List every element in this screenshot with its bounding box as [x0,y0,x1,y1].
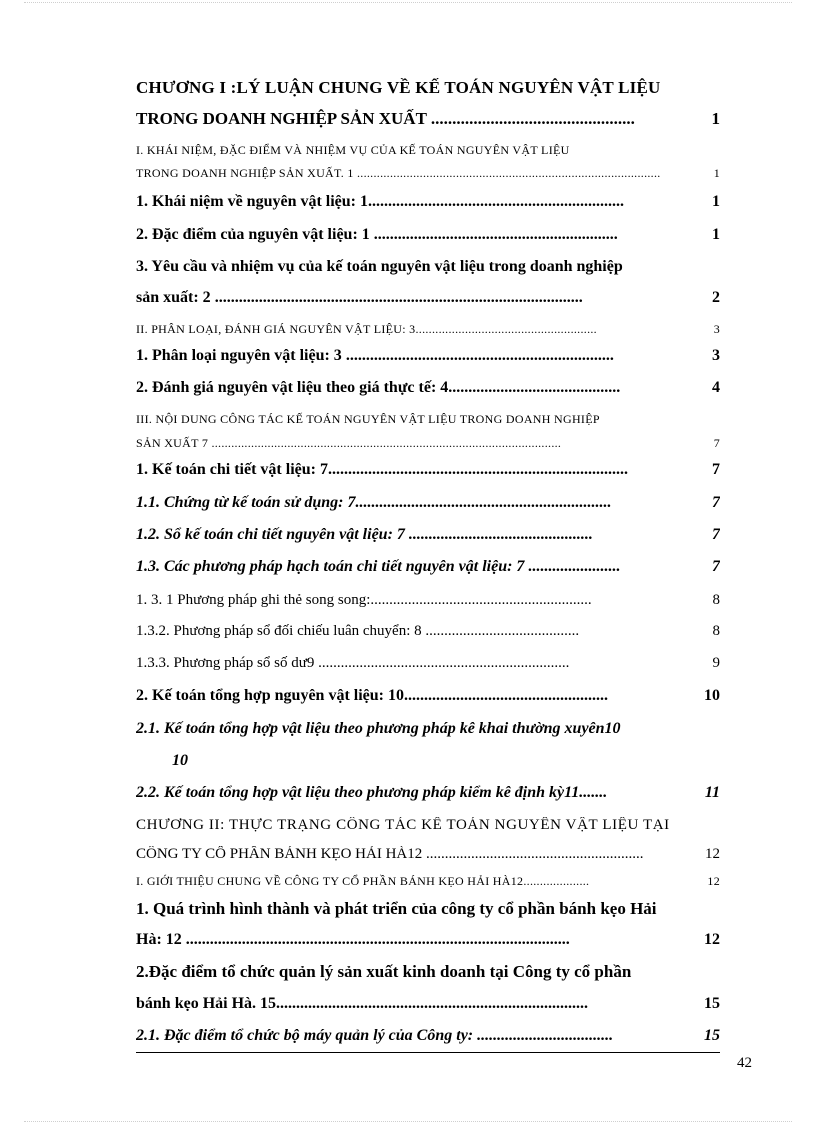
toc-item-2-2[interactable]: 2.2. Kế toán tổng hợp vật liệu theo phương pháp kiểm kê định kỳ11....... 11 [136,784,720,801]
toc-item-1-1[interactable]: 1.1. Chứng từ kế toán sử dụng: 7................................................................ 7 [136,494,720,511]
toc-page-number: 3 [713,322,720,336]
toc-page-number: 1 [712,193,720,210]
toc-item-1-3-2[interactable]: 1.3.2. Phương pháp sổ đối chiếu luân chuyển: 8 ......................................... 8 [136,623,720,639]
toc-chapter-2-item-2-line-1[interactable]: 2.Đặc điểm tổ chức quản lý sản xuất kinh doanh tại Công ty cổ phần [136,962,632,981]
toc-page-number: 12 [705,846,720,862]
toc-item-3-line-2[interactable]: sản xuất: 2 ............................................................................................ 2 [136,289,720,306]
toc-item-III-1[interactable]: 1. Kế toán chi tiết vật liệu: 7........................................................................... 7 [136,461,720,478]
page-top-edge [24,2,792,3]
toc-page-number: 7 [713,436,720,450]
toc-page-number: 15 [704,1027,720,1044]
toc-page-number: 1 [712,226,720,243]
toc-section-I-line-2[interactable]: TRONG DOANH NGHIỆP SẢN XUẤT. 1 ............................................................................................ 1 [136,166,720,180]
toc-page-number: 7 [712,526,720,543]
page-bottom-edge [24,1121,792,1122]
toc-section-I-line-1[interactable]: I. KHÁI NIỆM, ĐẶC ĐIỂM VÀ NHIỆM VỤ CỦA KẾ TOÁN NGUYÊN VẬT LIỆU [136,143,570,157]
toc-item-3-line-1[interactable]: 3. Yêu cầu và nhiệm vụ của kế toán nguyên vật liệu trong doanh nghiệp [136,258,623,275]
toc-page-number: 8 [712,592,720,608]
toc-item-2-1-line-1[interactable]: 2.1. Kế toán tổng hợp vật liệu theo phương pháp kê khai thường xuyên10 [136,720,621,737]
toc-item-II-1[interactable]: 1. Phân loại nguyên vật liệu: 3 ................................................................... 3 [136,347,720,364]
toc-page-number: 8 [712,623,720,639]
toc-page-number: 7 [712,494,720,511]
toc-chapter-2-item-1-line-1[interactable]: 1. Quá trình hình thành và phát triển của công ty cổ phần bánh kẹo Hải [136,899,657,918]
toc-page-number: 15 [704,995,720,1012]
toc-page-number: 7 [712,558,720,575]
toc-item-2-1-line-2[interactable]: 10 [172,752,188,769]
toc-item-1-2[interactable]: 1.2. Sổ kế toán chi tiết nguyên vật liệu: 7 .............................................. 7 [136,526,720,543]
toc-item-2[interactable]: 2. Đặc điểm của nguyên vật liệu: 1 ............................................................. 1 [136,226,720,243]
toc-item-III-2[interactable]: 2. Kế toán tổng hợp nguyên vật liệu: 10................................................... 10 [136,687,720,704]
toc-page-number: 12 [704,931,720,948]
toc-page-number: 3 [712,347,720,364]
toc-page-number: 10 [704,687,720,704]
toc-page-number: 12 [707,874,720,888]
toc-page-number: 7 [712,461,720,478]
toc-section-III-line-2[interactable]: SẢN XUẤT 7 .......................................................................................................... 7 [136,436,720,450]
toc-page-number: 4 [712,379,720,396]
toc-chapter-2-title-line-2[interactable]: CÔNG TY CỔ PHẦN BÁNH KẸO HẢI HÀ12 .......................................................... 12 [136,846,720,862]
toc-item-1-3[interactable]: 1.3. Các phương pháp hạch toán chi tiết nguyên vật liệu: 7 ....................... 7 [136,558,720,575]
toc-item-1[interactable]: 1. Khái niệm về nguyên vật liệu: 1................................................................ 1 [136,193,720,210]
toc-chapter-2-section-I[interactable]: I. GIỚI THIỆU CHUNG VỀ CÔNG TY CỔ PHẦN BÁNH KẸO HẢI HÀ12.................... 12 [136,874,720,888]
toc-chapter-1-title-line-2[interactable]: TRONG DOANH NGHIỆP SẢN XUẤT ................................................ 1 [136,109,720,128]
toc-item-1-3-3[interactable]: 1.3.3. Phương pháp sổ số dư9 ................................................................... 9 [136,655,720,671]
toc-chapter-2-title-line-1[interactable]: CHƯƠNG II: THỰC TRẠNG CÔNG TÁC KẾ TOÁN NGUYÊN VẬT LIỆU TẠI [136,817,670,833]
toc-chapter-2-item-1-line-2[interactable]: Hà: 12 ................................................................................................ 12 [136,931,720,948]
toc-chapter-1-title-line-1[interactable]: CHƯƠNG I :LÝ LUẬN CHUNG VỀ KẾ TOÁN NGUYÊN VẬT LIỆU [136,78,661,97]
toc-section-III-line-1[interactable]: III. NỘI DUNG CÔNG TÁC KẾ TOÁN NGUYÊN VẬT LIỆU TRONG DOANH NGHIỆP [136,412,600,426]
toc-page-number: 2 [712,289,720,306]
toc-page-number: 1 [713,166,720,180]
toc-page-number: 11 [704,784,720,801]
toc-chapter-2-item-2-1[interactable]: 2.1. Đặc điểm tổ chức bộ máy quản lý của Công ty: .................................. 15 [136,1027,720,1044]
toc-page-number: 9 [712,655,720,671]
toc-item-1-3-1[interactable]: 1. 3. 1 Phương pháp ghi thẻ song song:........................................................... 8 [136,592,720,608]
toc-page-number: 1 [711,109,720,128]
page-number: 42 [737,1055,752,1071]
toc-section-II[interactable]: II. PHÂN LOẠI, ĐÁNH GIÁ NGUYÊN VẬT LIỆU: 3....................................................... 3 [136,322,720,336]
toc-chapter-2-item-2-line-2[interactable]: bánh kẹo Hải Hà. 15.............................................................................. 15 [136,995,720,1012]
toc-item-II-2[interactable]: 2. Đánh giá nguyên vật liệu theo giá thực tế: 4........................................... 4 [136,379,720,396]
footer-divider [136,1052,720,1053]
